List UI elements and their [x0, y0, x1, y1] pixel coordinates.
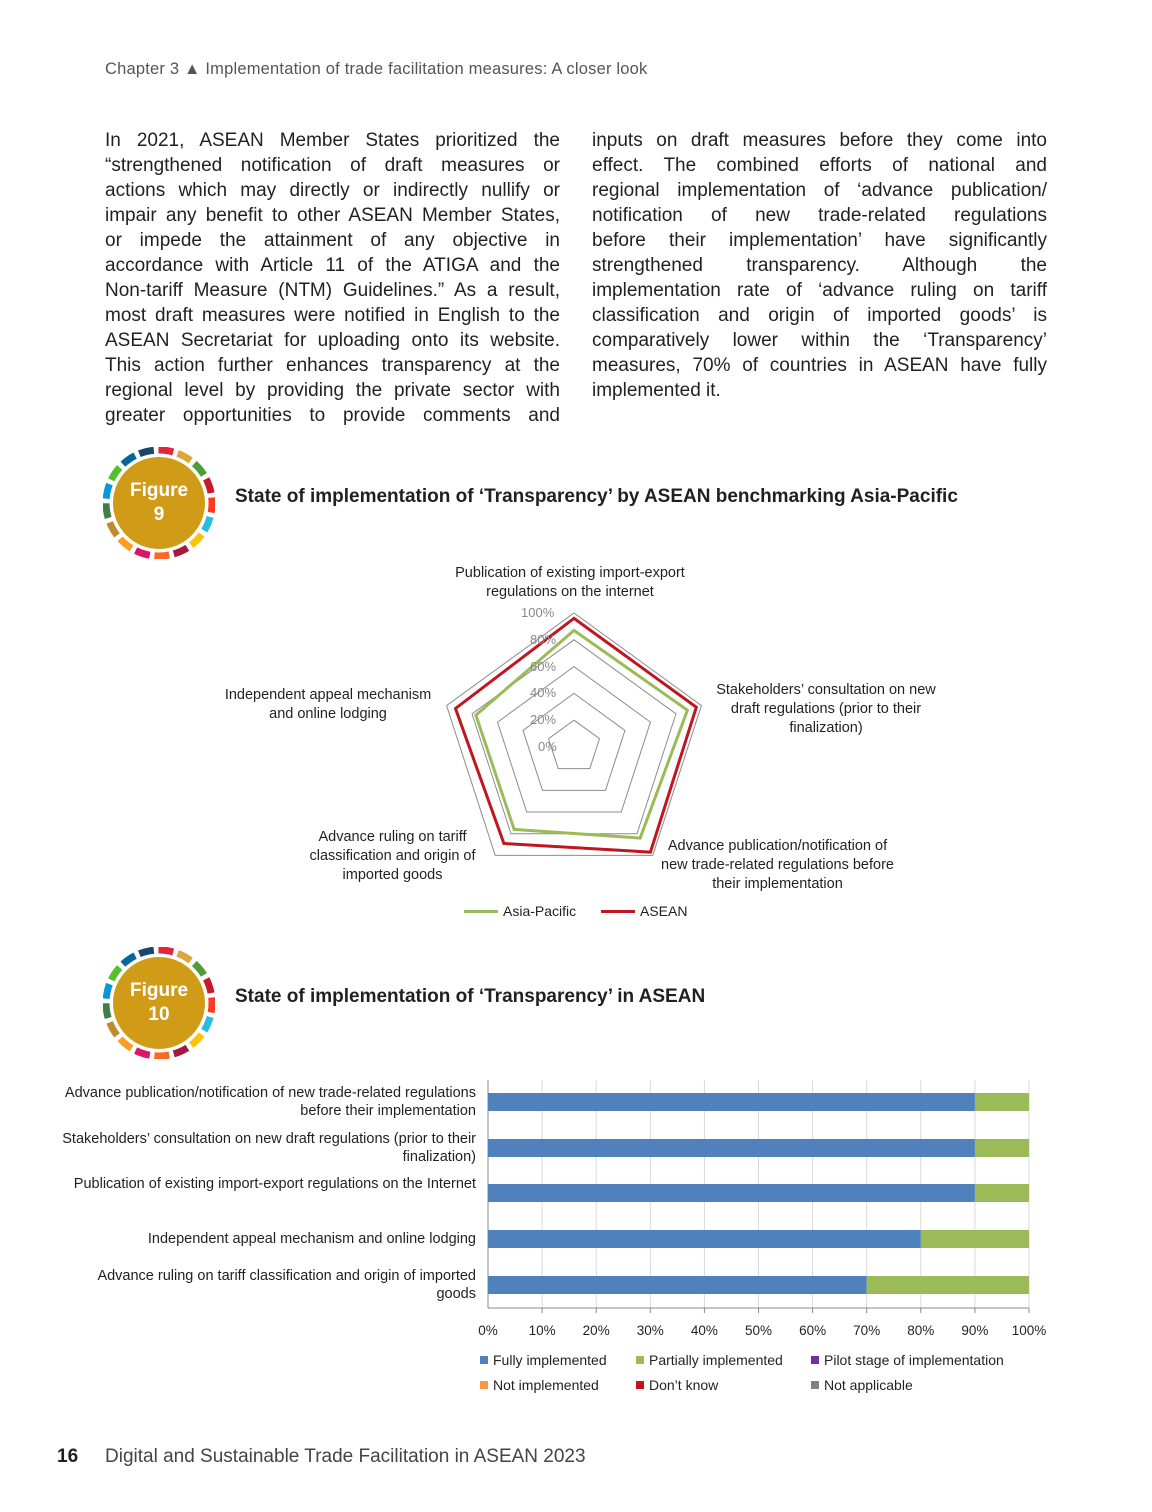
body-text-line: “strengthened notification of draft measures or	[105, 155, 560, 176]
category-label: Stakeholders’ consultation on new draft regulations (prior to their finalization)	[62, 1131, 476, 1165]
body-text-line: implemented it.	[592, 380, 721, 401]
bar-segment-partially-implemented	[921, 1230, 1029, 1248]
body-text-line: inputs on draft measures before they come into	[592, 130, 1047, 151]
radar-tick-label: 80%	[530, 631, 557, 647]
body-text-line: strengthened transparency. Although the	[592, 255, 1047, 276]
legend-swatch	[480, 1356, 488, 1364]
legend-item	[811, 1352, 1004, 1368]
bar-segment-fully-implemented	[488, 1093, 975, 1111]
legend-swatch	[636, 1381, 644, 1389]
body-text-line: accordance with Article 11 of the ATIGA and the	[105, 255, 560, 276]
x-tick-label: 60%	[799, 1323, 827, 1338]
radar-axis-label: Stakeholders’ consultation on new draft regulations (prior to their finalization)	[716, 682, 936, 736]
bar-segment-fully-implemented	[488, 1139, 975, 1157]
legend-item	[480, 1352, 607, 1368]
bar-segment-fully-implemented	[488, 1184, 975, 1202]
legend-label: Asia-Pacific	[503, 903, 577, 919]
radar-tick-label: 40%	[530, 685, 557, 701]
category-label: Advance ruling on tariff classification and origin of imported goods	[97, 1268, 476, 1302]
category-label: Independent appeal mechanism and online lodging	[147, 1231, 476, 1247]
body-text-line: or impede the attainment of any objective in	[105, 230, 560, 251]
legend-item	[811, 1377, 913, 1393]
body-text-line: notification of new trade-related regulations	[592, 205, 1047, 226]
body-text-line: comparatively lower within the ‘Transparency’	[592, 330, 1047, 351]
x-tick-label: 100%	[1011, 1323, 1047, 1338]
legend-item	[636, 1377, 718, 1393]
badge-number: 10	[148, 1004, 170, 1025]
legend-swatch	[480, 1381, 488, 1389]
legend-label: Pilot stage of implementation	[824, 1352, 1004, 1368]
figure-10-title: State of implementation of ‘Transparency’ in ASEAN	[235, 986, 706, 1007]
body-text-line: This action further enhances transparency at the	[105, 355, 560, 376]
legend-label: Partially implemented	[649, 1352, 783, 1368]
legend-label: Fully implemented	[493, 1352, 607, 1368]
page-number: 16	[57, 1446, 79, 1467]
legend-label: ASEAN	[640, 903, 688, 919]
legend-label: Not applicable	[824, 1377, 913, 1393]
legend-label: Not implemented	[493, 1377, 599, 1393]
figure-9-title: State of implementation of ‘Transparency’ by ASEAN benchmarking Asia-Pacific	[235, 486, 958, 507]
radar-tick-label: 20%	[530, 712, 557, 728]
legend-label: Don’t know	[649, 1377, 719, 1393]
body-text-line: greater opportunities to provide comments and	[105, 405, 560, 426]
category-label: Publication of existing import-export regulations on the Internet	[73, 1176, 476, 1192]
x-tick-label: 80%	[907, 1323, 935, 1338]
radar-axis-label: Publication of existing import-export regulations on the internet	[455, 565, 685, 600]
legend-swatch	[811, 1381, 819, 1389]
radar-axis-label: Advance ruling on tariff classification and origin of imported goods	[309, 829, 476, 883]
legend-swatch	[811, 1356, 819, 1364]
body-text-line: effect. The combined efforts of national and	[592, 155, 1047, 176]
bar-segment-fully-implemented	[488, 1230, 921, 1248]
body-text-line: actions which may directly or indirectly nullify or	[105, 180, 560, 201]
body-text-line: most draft measures were notified in English to the	[105, 305, 560, 326]
badge-word: Figure	[129, 480, 189, 501]
body-text-line: impair any benefit to other ASEAN Member States,	[105, 205, 560, 226]
legend-swatch	[636, 1356, 644, 1364]
body-text-line: classification and origin of imported goods’ is	[592, 305, 1047, 326]
body-text-line: In 2021, ASEAN Member States prioritized the	[105, 130, 560, 151]
body-text-line: regional level by providing the private sector with	[105, 380, 560, 401]
radar-tick-label: 100%	[521, 605, 555, 620]
x-tick-label: 20%	[582, 1323, 610, 1338]
radar-tick-label: 0%	[538, 739, 557, 754]
bar-segment-fully-implemented	[488, 1276, 867, 1294]
badge-word: Figure	[129, 980, 189, 1001]
legend-item	[480, 1377, 599, 1393]
radar-axis-label: Independent appeal mechanism and online lodging	[224, 687, 432, 722]
bar-segment-partially-implemented	[975, 1139, 1029, 1157]
bar-segment-partially-implemented	[975, 1093, 1029, 1111]
body-text-line: implementation rate of ‘advance ruling on tariff	[592, 280, 1047, 301]
body-text-line: measures, 70% of countries in ASEAN have fully	[592, 355, 1047, 376]
radar-axis-label: Advance publication/notification of new trade-related regulations before their implementation	[661, 838, 894, 892]
x-tick-label: 50%	[744, 1323, 773, 1338]
bar-segment-partially-implemented	[867, 1276, 1029, 1294]
x-tick-label: 90%	[961, 1323, 989, 1338]
x-tick-label: 30%	[636, 1323, 664, 1338]
x-tick-label: 10%	[528, 1323, 556, 1338]
badge-number: 9	[153, 504, 165, 525]
body-text-line: Non-tariff Measure (NTM) Guidelines.” As a result,	[105, 280, 560, 301]
body-text-line: before their implementation’ have significantly	[592, 230, 1047, 251]
legend-item	[636, 1352, 783, 1368]
bar-segment-partially-implemented	[975, 1184, 1029, 1202]
radar-tick-label: 60%	[530, 658, 557, 674]
category-label: Advance publication/notification of new trade-related regulations before their implementation	[64, 1085, 476, 1119]
body-text-line: regional implementation of ‘advance publication/	[592, 180, 1047, 201]
body-text-line: ASEAN Secretariat for uploading onto its website.	[105, 330, 560, 351]
x-tick-label: 0%	[478, 1323, 498, 1338]
chapter-header: Chapter 3 ▲ Implementation of trade facilitation measures: A closer look	[105, 60, 648, 78]
footer-title: Digital and Sustainable Trade Facilitation in ASEAN 2023	[105, 1446, 586, 1467]
x-tick-label: 40%	[690, 1323, 718, 1338]
x-tick-label: 70%	[853, 1323, 881, 1338]
